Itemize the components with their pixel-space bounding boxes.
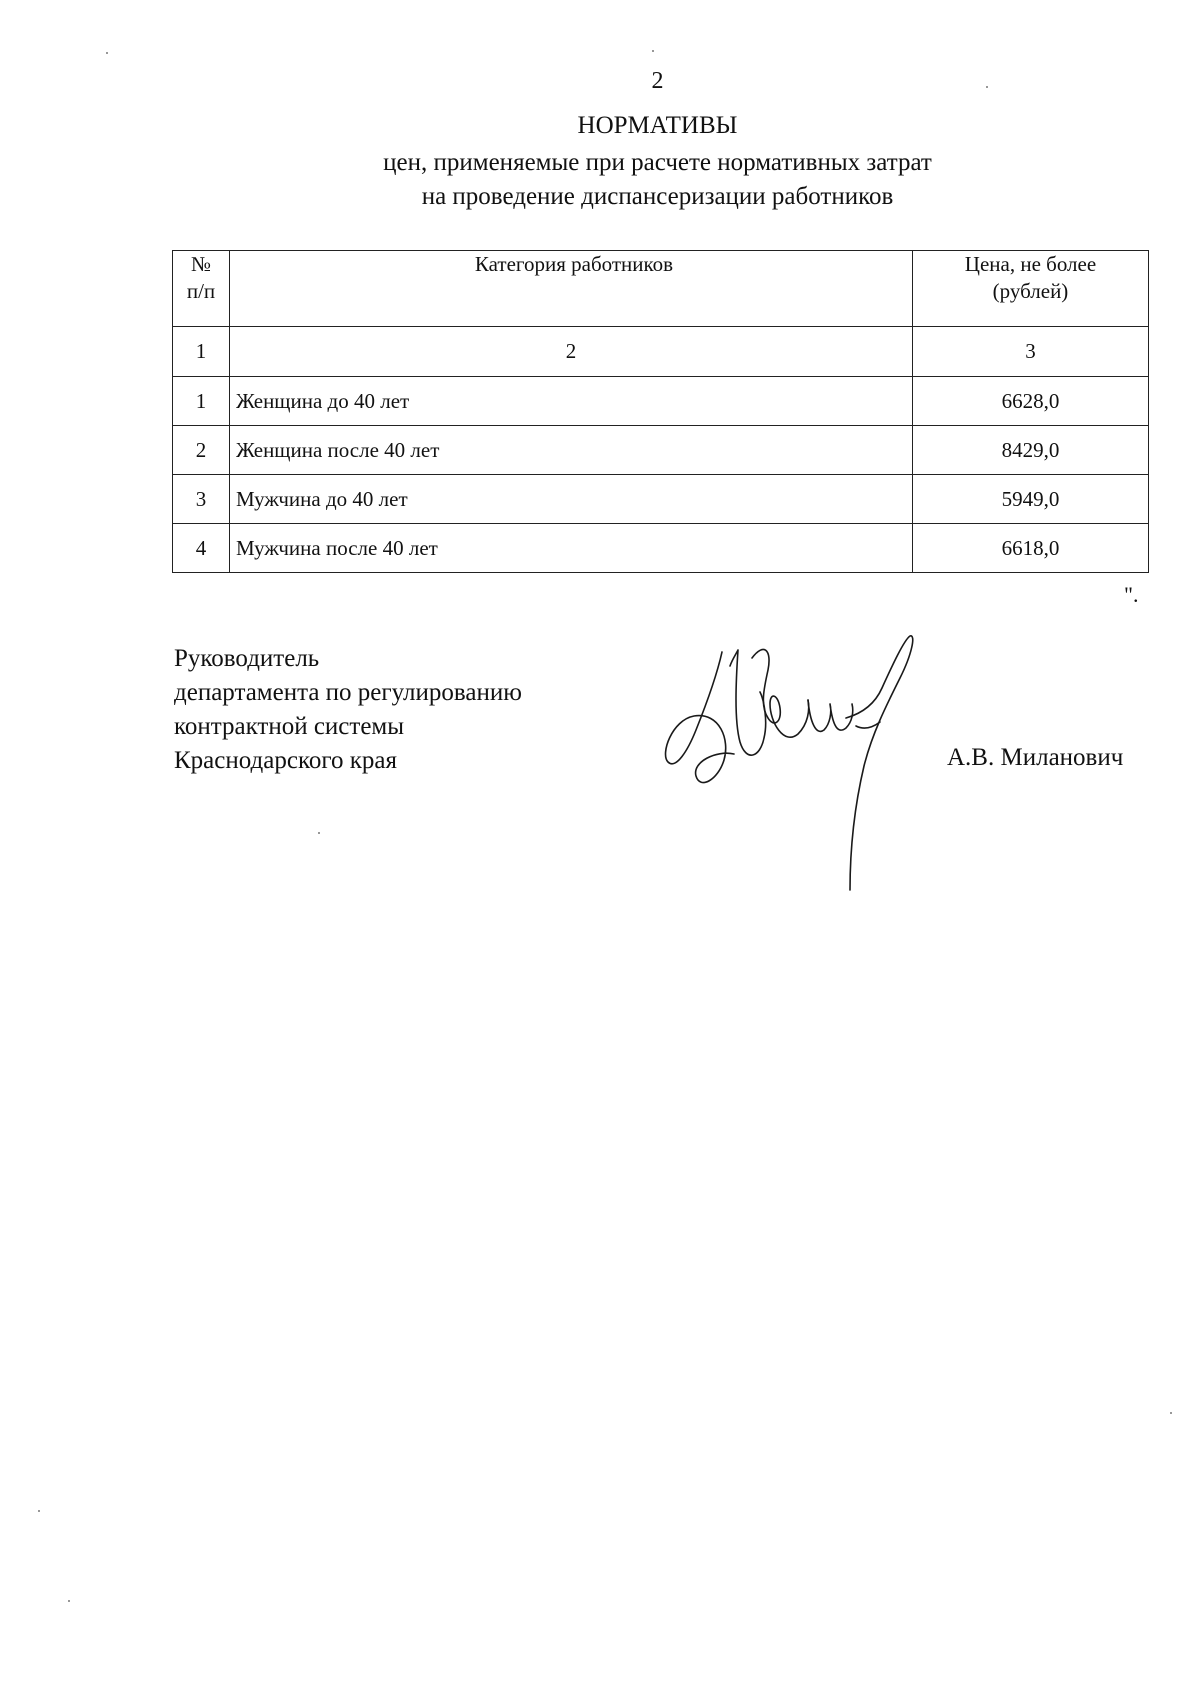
position-line: Краснодарского края bbox=[174, 747, 397, 774]
row-number: 2 bbox=[173, 426, 230, 475]
table-header-row bbox=[173, 251, 1149, 327]
row-number: 4 bbox=[173, 524, 230, 573]
scan-speck bbox=[986, 86, 988, 88]
table-row bbox=[173, 475, 1149, 524]
document-subtitle bbox=[0, 146, 1200, 214]
header-number bbox=[173, 251, 230, 327]
header-price-line2: (рублей) bbox=[992, 279, 1069, 303]
row-price: 6618,0 bbox=[913, 524, 1149, 573]
closing-quote: ". bbox=[1124, 582, 1139, 607]
scan-speck bbox=[1170, 1412, 1172, 1414]
signatory-position bbox=[174, 642, 522, 778]
table-row bbox=[173, 426, 1149, 475]
row-price: 8429,0 bbox=[913, 426, 1149, 475]
signer-name: А.В. Миланович bbox=[947, 744, 1124, 771]
table-row bbox=[173, 377, 1149, 426]
row-category: Женщина до 40 лет bbox=[230, 377, 913, 426]
column-number: 3 bbox=[913, 327, 1149, 377]
row-price: 6628,0 bbox=[913, 377, 1149, 426]
header-category: Категория работников bbox=[230, 251, 913, 327]
scan-speck bbox=[652, 50, 654, 52]
column-number: 2 bbox=[230, 327, 913, 377]
table-row bbox=[173, 524, 1149, 573]
row-category: Мужчина до 40 лет bbox=[230, 475, 913, 524]
prices-table bbox=[172, 250, 1149, 573]
scan-speck bbox=[68, 1600, 70, 1602]
header-price-line1: Цена, не более bbox=[964, 252, 1097, 276]
page-number: 2 bbox=[651, 68, 664, 94]
column-number-row bbox=[173, 327, 1149, 377]
document-title: НОРМАТИВЫ bbox=[577, 112, 738, 139]
position-line: департамента по регулированию bbox=[174, 679, 522, 706]
row-category: Мужчина после 40 лет bbox=[230, 524, 913, 573]
header-number-line2: п/п bbox=[186, 279, 216, 303]
column-number: 1 bbox=[173, 327, 230, 377]
position-line: контрактной системы bbox=[174, 713, 405, 740]
scan-speck bbox=[106, 52, 108, 54]
position-line: Руководитель bbox=[174, 645, 320, 672]
header-price bbox=[913, 251, 1149, 327]
scan-speck bbox=[318, 832, 320, 834]
row-category: Женщина после 40 лет bbox=[230, 426, 913, 475]
scan-speck bbox=[38, 1510, 40, 1512]
row-price: 5949,0 bbox=[913, 475, 1149, 524]
header-number-line1: № bbox=[190, 252, 212, 276]
subtitle-line: на проведение диспансеризации работников bbox=[421, 183, 894, 210]
row-number: 1 bbox=[173, 377, 230, 426]
row-number: 3 bbox=[173, 475, 230, 524]
subtitle-line: цен, применяемые при расчете нормативных затрат bbox=[383, 149, 932, 176]
